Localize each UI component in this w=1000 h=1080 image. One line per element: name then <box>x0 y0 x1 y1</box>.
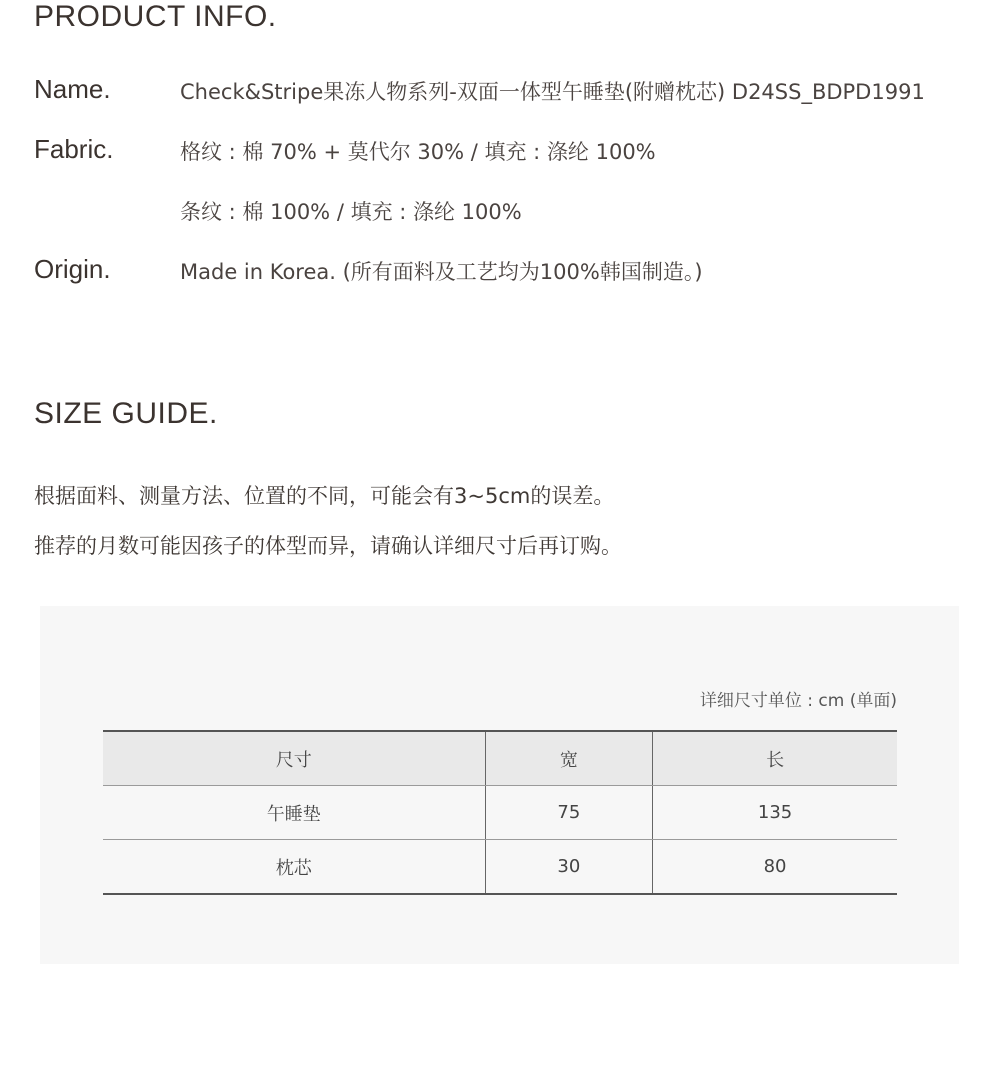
unit-note: 详细尺寸单位 : cm (单面) <box>699 691 897 711</box>
origin-label: Origin. <box>34 254 111 284</box>
table-row <box>103 840 897 895</box>
size-guide-note-recommend: 推荐的月数可能因孩子的体型而异，请确认详细尺寸后再订购。 <box>34 534 622 558</box>
size-table-panel <box>40 606 959 964</box>
cell-item: 枕芯 <box>103 840 485 895</box>
info-row-name <box>34 74 974 108</box>
fabric-label: Fabric. <box>34 134 114 164</box>
size-guide-title: SIZE GUIDE. <box>34 397 218 430</box>
fabric-value-check: 格纹 : 棉 70% + 莫代尔 30% / 填充 : 涤纶 100% <box>180 140 656 164</box>
product-info-title: PRODUCT INFO. <box>34 0 277 33</box>
size-guide-note-tolerance: 根据面料、测量方法、位置的不同，可能会有3~5cm的误差。 <box>34 484 615 508</box>
origin-value: Made in Korea. (所有面料及工艺均为100%韩国制造。) <box>180 260 703 284</box>
cell-length: 135 <box>653 786 897 840</box>
name-label: Name. <box>34 74 111 104</box>
info-row-fabric <box>34 134 974 168</box>
header-length: 长 <box>653 731 897 786</box>
info-row-origin <box>34 254 974 288</box>
table-header-row <box>103 731 897 786</box>
name-value: Check&Stripe果冻人物系列-双面一体型午睡垫(附赠枕芯) D24SS_BDPD1991 <box>180 80 925 104</box>
cell-width: 30 <box>485 840 653 895</box>
header-width: 宽 <box>485 731 653 786</box>
fabric-value-stripe: 条纹 : 棉 100% / 填充 : 涤纶 100% <box>180 200 522 224</box>
info-row-fabric-stripe <box>34 194 974 228</box>
cell-item: 午睡垫 <box>103 786 485 840</box>
cell-length: 80 <box>653 840 897 895</box>
size-table <box>103 730 897 895</box>
cell-width: 75 <box>485 786 653 840</box>
header-size: 尺寸 <box>103 731 485 786</box>
table-row <box>103 786 897 840</box>
